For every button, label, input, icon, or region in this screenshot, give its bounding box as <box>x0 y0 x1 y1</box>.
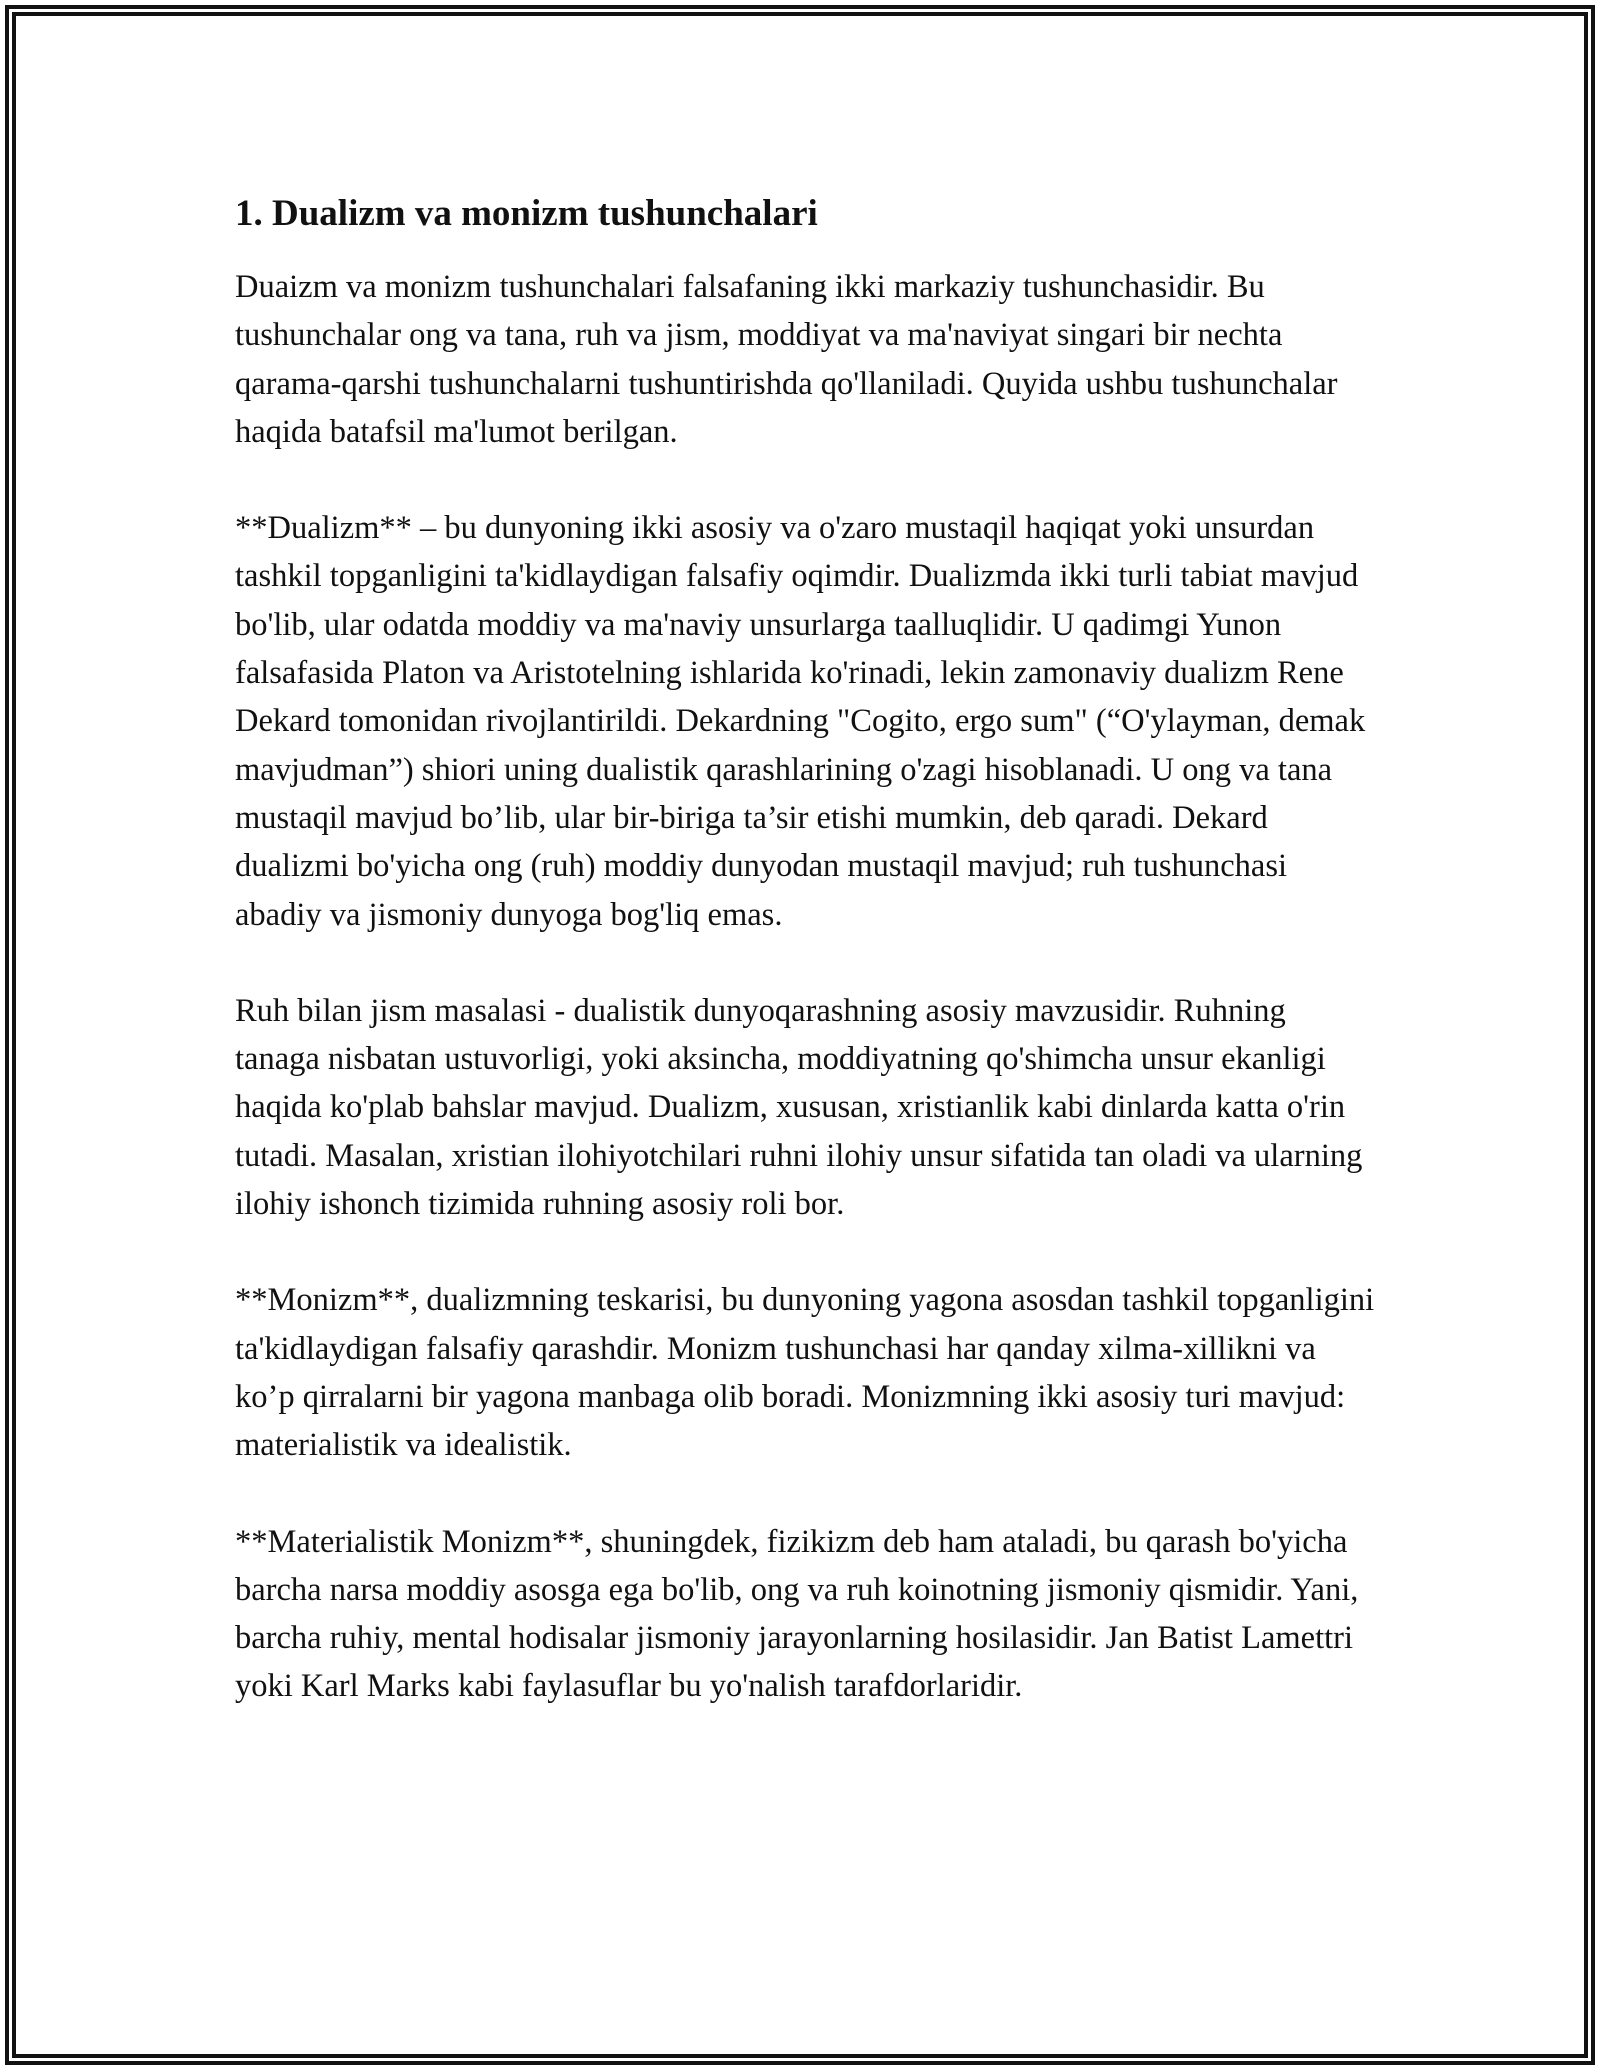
document-body <box>235 190 1375 1711</box>
paragraph-materialistic-monism: **Materialistik Monizm**, shuningdek, fizikizm deb ham ataladi, bu qarash bo'yicha barcha narsa moddiy asosga ega bo'lib, ong va ruh koinotning jismoniy qismidir. Yani, barcha ruhiy, mental hodisalar jismoniy jarayonlarning hosilasidir. Jan Batist Lamettri yoki Karl Marks kabi faylasuflar bu yo'nalish tarafdorlaridir. <box>235 1523 1359 1705</box>
paragraph-soul-body: Ruh bilan jism masalasi - dualistik dunyoqarashning asosiy mavzusidir. Ruhning tanaga nisbatan ustuvorligi, yoki aksincha, moddiyatning qo'shimcha unsur ekanligi haqida ko'plab bahslar mavjud. Dualizm, xususan, xristianlik kabi dinlarda katta o'rin tutadi. Masalan, xristian ilohiyotchilari ruhni ilohiy unsur sifatida tan oladi va ularning ilohiy ishonch tizimida ruhning asosiy roli bor. <box>235 992 1363 1223</box>
section-title: 1. Dualizm va monizm tushunchalari <box>235 193 818 234</box>
paragraph-dualism: **Dualizm** – bu dunyoning ikki asosiy va o'zaro mustaqil haqiqat yoki unsurdan tashkil topganligini ta'kidlaydigan falsafiy oqimdir. Dualizmda ikki turli tabiat mavjud bo'lib, ular odatda moddiy va ma'naviy unsurlarga taalluqlidir. U qadimgi Yunon falsafasida Platon va Aristotelning ishlarida ko'rinadi, lekin zamonaviy dualizm Rene Dekard tomonidan rivojlantirildi. Dekardning "Cogito, ergo sum" (“O'ylayman, demak mavjudman”) shiori uning dualistik qarashlarining o'zagi hisoblanadi. U ong va tana mustaqil mavjud bo’lib, ular bir-biriga ta’sir etishi mumkin, deb qaradi. Dekard dualizmi bo'yicha ong (ruh) moddiy dunyodan mustaqil mavjud; ruh tushunchasi abadiy va jismoniy dunyoga bog'liq emas. <box>235 510 1366 933</box>
paragraph-intro: Duaizm va monizm tushunchalari falsafaning ikki markaziy tushunchasidir. Bu tushunchalar ong va tana, ruh va jism, moddiyat va ma'naviyat singari bir nechta qarama-qarshi tushunchalarni tushuntirishda qo'llaniladi. Quyida ushbu tushunchalar haqida batafsil ma'lumot berilgan. <box>235 269 1338 450</box>
paragraph-monism: **Monizm**, dualizmning teskarisi, bu dunyoning yagona asosdan tashkil topganligini ta'kidlaydigan falsafiy qarashdir. Monizm tushunchasi har qanday xilma-xillikni va ko’p qirralarni bir yagona manbaga olib boradi. Monizmning ikki asosiy turi mavjud: materialistik va idealistik. <box>235 1282 1375 1464</box>
